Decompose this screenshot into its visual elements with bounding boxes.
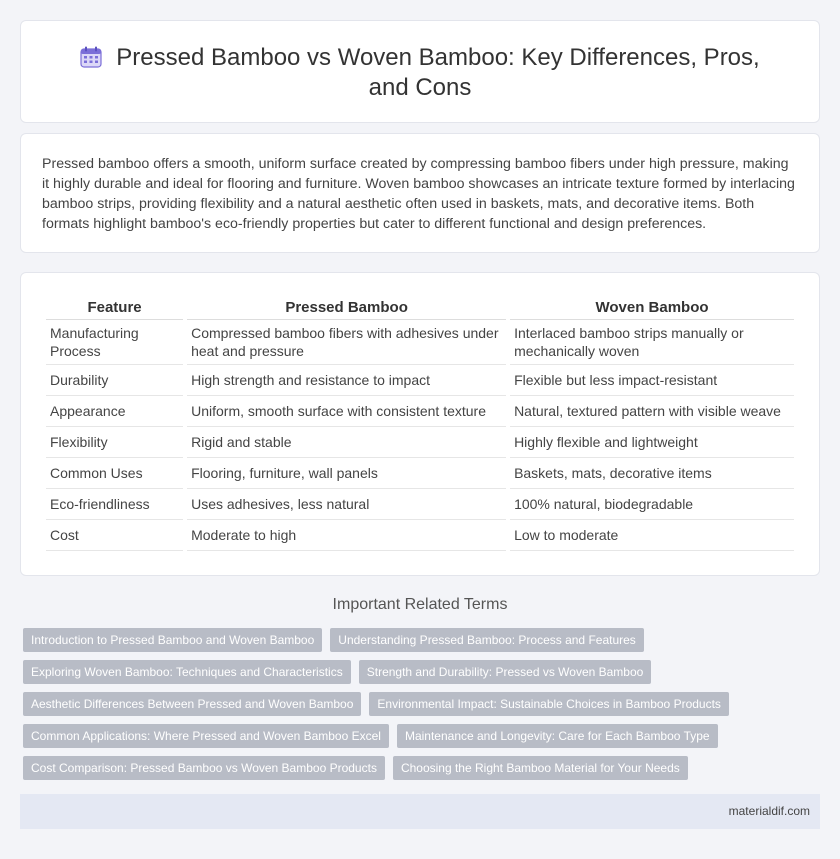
- table-header-row: [46, 295, 794, 320]
- header-woven: Woven Bamboo: [510, 295, 794, 320]
- related-term-link[interactable]: Choosing the Right Bamboo Material for Your Needs: [393, 756, 688, 780]
- feature-cell: Durability: [46, 365, 183, 396]
- woven-cell: Low to moderate: [510, 520, 794, 551]
- tag-row: [23, 692, 823, 716]
- related-term-link[interactable]: Strength and Durability: Pressed vs Woven Bamboo: [359, 660, 652, 684]
- table-row: [46, 520, 794, 551]
- related-term-link[interactable]: Common Applications: Where Pressed and Woven Bamboo Excel: [23, 724, 389, 748]
- related-terms-heading: Important Related Terms: [332, 596, 508, 613]
- feature-cell: Eco-friendliness: [46, 489, 183, 520]
- table-row: [46, 427, 794, 458]
- woven-cell: Interlaced bamboo strips manually or mechanically woven: [510, 320, 794, 365]
- woven-cell: 100% natural, biodegradable: [510, 489, 794, 520]
- page-title: [61, 43, 779, 103]
- woven-cell: Highly flexible and lightweight: [510, 427, 794, 458]
- footer: [20, 794, 820, 829]
- related-term-link[interactable]: Maintenance and Longevity: Care for Each Bamboo Type: [397, 724, 718, 748]
- feature-cell: Common Uses: [46, 458, 183, 489]
- related-term-link[interactable]: Aesthetic Differences Between Pressed and Woven Bamboo: [23, 692, 361, 716]
- pressed-cell: Flooring, furniture, wall panels: [187, 458, 506, 489]
- related-term-link[interactable]: Cost Comparison: Pressed Bamboo vs Woven Bamboo Products: [23, 756, 385, 780]
- tag-row: [23, 660, 823, 684]
- related-term-link[interactable]: Exploring Woven Bamboo: Techniques and Characteristics: [23, 660, 351, 684]
- tag-row: [23, 724, 823, 748]
- related-term-link[interactable]: Understanding Pressed Bamboo: Process and Features: [330, 628, 644, 652]
- feature-cell: Flexibility: [46, 427, 183, 458]
- page-title-text: Pressed Bamboo vs Woven Bamboo: Key Differences, Pros, and Cons: [116, 44, 760, 101]
- comparison-table: [42, 295, 798, 551]
- intro-paragraph: Pressed bamboo offers a smooth, uniform surface created by compressing bamboo fibers under high pressure, making it highly durable and ideal for flooring and furniture. Woven bamboo showcases an intricate texture formed by interlacing bamboo strips, providing flexibility and a natural aesthetic often used in baskets, mats, and decorative items. Both formats highlight bamboo's eco-friendly properties but cater to different functional and design preferences.: [42, 156, 795, 232]
- pressed-cell: Moderate to high: [187, 520, 506, 551]
- woven-cell: Flexible but less impact-resistant: [510, 365, 794, 396]
- pressed-cell: Compressed bamboo fibers with adhesives under heat and pressure: [187, 320, 506, 365]
- related-term-link[interactable]: Environmental Impact: Sustainable Choices in Bamboo Products: [369, 692, 729, 716]
- table-row: [46, 396, 794, 427]
- intro-card: [20, 133, 820, 253]
- table-row: [46, 458, 794, 489]
- table-row: [46, 489, 794, 520]
- pressed-cell: Uses adhesives, less natural: [187, 489, 506, 520]
- header-pressed: Pressed Bamboo: [187, 295, 506, 320]
- woven-cell: Baskets, mats, decorative items: [510, 458, 794, 489]
- pressed-cell: Uniform, smooth surface with consistent texture: [187, 396, 506, 427]
- feature-cell: Appearance: [46, 396, 183, 427]
- header-card: [20, 20, 820, 123]
- pressed-cell: Rigid and stable: [187, 427, 506, 458]
- tag-row: [23, 628, 823, 652]
- footer-site[interactable]: materialdif.com: [728, 804, 810, 818]
- woven-cell: Natural, textured pattern with visible weave: [510, 396, 794, 427]
- calendar-icon: [80, 46, 102, 68]
- table-row: [46, 320, 794, 365]
- header-feature: Feature: [46, 295, 183, 320]
- table-row: [46, 365, 794, 396]
- feature-cell: Cost: [46, 520, 183, 551]
- related-terms-list: [23, 628, 823, 788]
- comparison-card: [20, 272, 820, 576]
- feature-cell: Manufacturing Process: [46, 320, 183, 365]
- related-term-link[interactable]: Introduction to Pressed Bamboo and Woven Bamboo: [23, 628, 322, 652]
- tag-row: [23, 756, 823, 780]
- pressed-cell: High strength and resistance to impact: [187, 365, 506, 396]
